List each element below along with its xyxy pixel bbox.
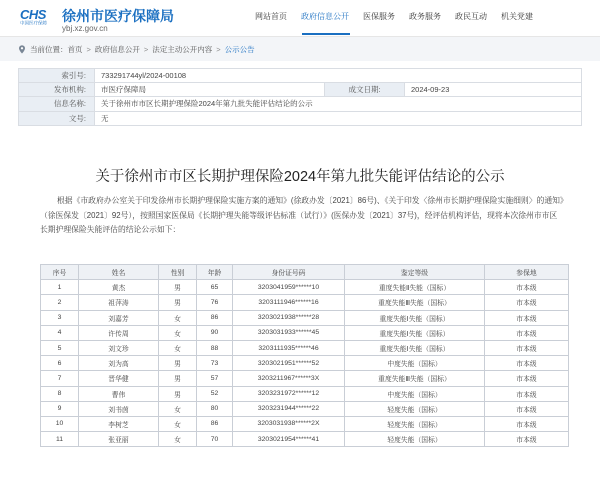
col-header-name: 姓名 [79,265,159,280]
breadcrumb-current[interactable]: 公示公告 [224,45,255,54]
cell-no: 7 [41,371,79,386]
cell-region: 市本级 [485,386,569,401]
cell-level: 轻度失能（国标） [345,416,485,431]
nav-party[interactable]: 机关党建 [501,12,533,21]
table-row [41,340,569,355]
cell-id: 3203111935******46 [233,340,345,355]
cell-gender: 男 [159,280,197,295]
cell-region: 市本级 [485,325,569,340]
name-label: 信息名称: [19,97,95,111]
cell-level: 轻度失能（国标） [345,401,485,416]
cell-age: 80 [197,401,233,416]
cell-no: 3 [41,310,79,325]
cell-age: 52 [197,386,233,401]
cell-id: 3203231944******22 [233,401,345,416]
cell-region: 市本级 [485,280,569,295]
cell-region: 市本级 [485,310,569,325]
nav-active-indicator [302,33,350,35]
table-row [41,386,569,401]
cell-level: 轻度失能（国标） [345,432,485,447]
cell-region: 市本级 [485,416,569,431]
main-nav [248,0,540,36]
table-row [41,280,569,295]
col-header-level: 鉴定等级 [345,265,485,280]
col-header-no: 序号 [41,265,79,280]
cell-name: 刘嘉芳 [79,310,159,325]
breadcrumb [18,44,255,55]
cell-age: 76 [197,295,233,310]
cell-no: 8 [41,386,79,401]
cell-age: 57 [197,371,233,386]
cell-region: 市本级 [485,295,569,310]
cell-name: 曹伟 [79,386,159,401]
table-body [41,280,569,447]
cell-age: 90 [197,325,233,340]
cell-age: 88 [197,340,233,355]
cell-no: 6 [41,356,79,371]
doc-value: 无 [95,111,582,125]
assessment-table [40,264,569,447]
breadcrumb-separator: > [86,45,91,54]
cell-gender: 女 [159,340,197,355]
info-table [18,68,582,126]
location-pin-icon [18,45,26,54]
cell-no: 9 [41,401,79,416]
info-row-doc [19,111,582,125]
cell-no: 10 [41,416,79,431]
info-row-index [19,69,582,83]
breadcrumb-gov-info[interactable]: 政府信息公开 [94,45,140,54]
cell-level: 重度失能Ⅰ失能（国标） [345,310,485,325]
cell-id: 3203231972******12 [233,386,345,401]
site-title[interactable]: 徐州市医疗保障局 [62,8,174,24]
cell-id: 3203031938******2X [233,416,345,431]
cell-level: 重度失能Ⅲ失能（国标） [345,371,485,386]
breadcrumb-statutory[interactable]: 法定主动公开内容 [152,45,213,54]
cell-gender: 男 [159,371,197,386]
cell-id: 3203021938******28 [233,310,345,325]
cell-level: 重度失能Ⅰ失能（国标） [345,340,485,355]
table-row [41,401,569,416]
name-value: 关于徐州市市区长期护理保险2024年第九批失能评估结论的公示 [95,97,582,111]
table-row [41,325,569,340]
doc-label: 文号: [19,111,95,125]
nav-home[interactable]: 网站首页 [255,12,287,21]
cell-age: 86 [197,310,233,325]
table-row [41,356,569,371]
org-label: 发布机构: [19,83,95,97]
cell-name: 张亚丽 [79,432,159,447]
cell-region: 市本级 [485,401,569,416]
table-row [41,310,569,325]
cell-gender: 女 [159,325,197,340]
date-label: 成文日期: [325,83,405,97]
cell-level: 重度失能Ⅱ失能（国标） [345,280,485,295]
nav-medical-service[interactable]: 医保服务 [363,12,395,21]
index-value: 733291744yl/2024-00108 [95,69,582,83]
cell-level: 中度失能（国标） [345,356,485,371]
table-row [41,432,569,447]
breadcrumb-home[interactable]: 首页 [67,45,83,54]
cell-no: 1 [41,280,79,295]
cell-age: 65 [197,280,233,295]
nav-gov-info[interactable]: 政府信息公开 [301,12,349,21]
col-header-gender: 性别 [159,265,197,280]
breadcrumb-prefix: 当前位置： [30,45,68,54]
cell-gender: 男 [159,386,197,401]
cell-name: 晋华健 [79,371,159,386]
cell-no: 11 [41,432,79,447]
cell-level: 中度失能（国标） [345,386,485,401]
col-header-region: 参保地 [485,265,569,280]
cell-id: 3203111946******16 [233,295,345,310]
cell-no: 4 [41,325,79,340]
table-row [41,371,569,386]
cell-name: 许传周 [79,325,159,340]
cell-gender: 女 [159,401,197,416]
table-row [41,416,569,431]
cell-id: 3203041959******10 [233,280,345,295]
table-header-row [41,265,569,280]
cell-region: 市本级 [485,371,569,386]
date-value: 2024-09-23 [405,83,582,97]
cell-region: 市本级 [485,356,569,371]
org-value: 市医疗保障局 [95,83,325,97]
info-row-org [19,83,582,97]
cell-name: 刘书茵 [79,401,159,416]
info-row-name [19,97,582,111]
cell-gender: 男 [159,356,197,371]
cell-gender: 女 [159,416,197,431]
logo-caption: 中国医疗保障 [20,20,48,27]
cell-id: 3203031933******45 [233,325,345,340]
article-title: 关于徐州市市区长期护理保险2024年第九批失能评估结论的公示 [95,169,505,185]
cell-no: 2 [41,295,79,310]
cell-id: 3203021951******52 [233,356,345,371]
col-header-id: 身份证号码 [233,265,345,280]
breadcrumb-separator: > [143,45,149,54]
table-row [41,295,569,310]
cell-age: 73 [197,356,233,371]
cell-name: 刘文珍 [79,340,159,355]
cell-name: 黄杰 [79,280,159,295]
cell-region: 市本级 [485,432,569,447]
index-label: 索引号: [19,69,95,83]
cell-gender: 女 [159,432,197,447]
cell-name: 祖萍涛 [79,295,159,310]
cell-gender: 男 [159,295,197,310]
site-header [0,0,600,36]
cell-age: 86 [197,416,233,431]
nav-gov-service[interactable]: 政务服务 [409,12,441,21]
cell-level: 重度失能Ⅲ失能（国标） [345,295,485,310]
site-url: ybj.xz.gov.cn [62,24,108,33]
cell-id: 3203211967******3X [233,371,345,386]
cell-name: 李树芝 [79,416,159,431]
cell-region: 市本级 [485,340,569,355]
site-logo[interactable] [20,7,54,27]
cell-id: 3203021954******41 [233,432,345,447]
breadcrumb-separator: > [216,45,221,54]
breadcrumb-bar [0,36,600,61]
cell-age: 70 [197,432,233,447]
article-paragraph: 根据《市政府办公室关于印发徐州市长期护理保险实施方案的通知》(徐政办发〔2021〕86号)、《关于印发〈徐州市长期护理保险实施细则〉的通知》（徐医保发〔2021〕92号），按照国家医保局《长期护理失能等级评估标准（试行）》(医保办发〔2021〕37号)，经评估机构评估，现将本次徐州市市区长期护理保险失能评估的结论公示如下： [40,196,564,234]
logo-mark: CHS [20,7,46,22]
col-header-age: 年龄 [197,265,233,280]
cell-name: 刘为高 [79,356,159,371]
cell-level: 重度失能Ⅰ失能（国标） [345,325,485,340]
cell-gender: 女 [159,310,197,325]
cell-no: 5 [41,340,79,355]
nav-interaction[interactable]: 政民互动 [455,12,487,21]
